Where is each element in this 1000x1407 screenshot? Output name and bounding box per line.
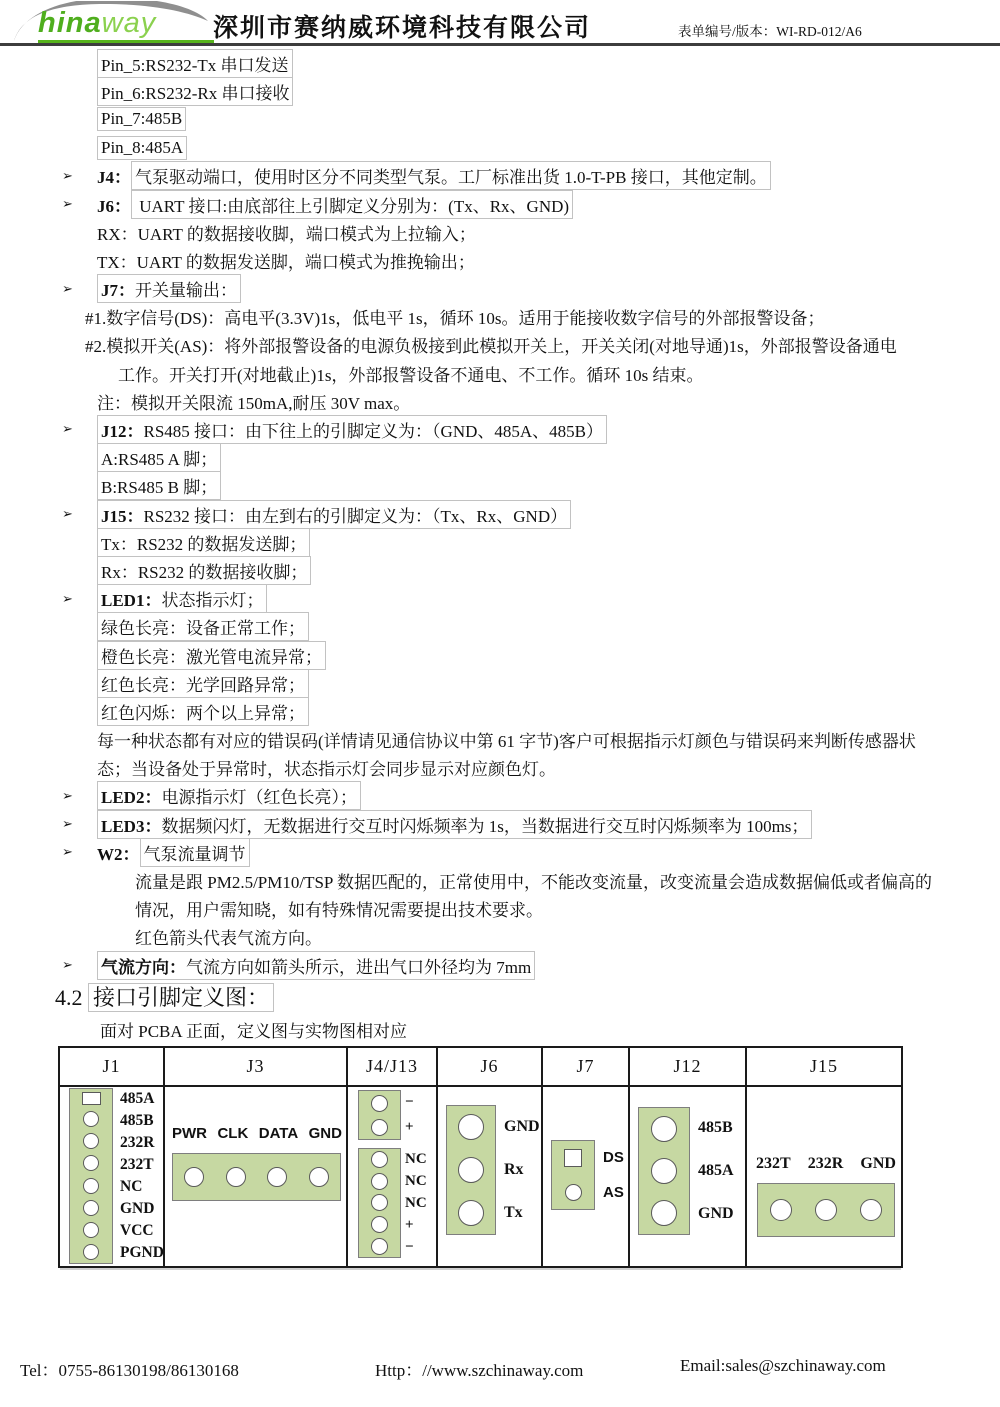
- line-text: 橙色长亮：激光管电流异常；: [97, 641, 326, 670]
- field-box: [131, 161, 771, 190]
- bullet-arrow-icon: ➢: [62, 816, 73, 832]
- line-text: RS485 接口：由下往上的引脚定义为：（GND、485A、485B）: [143, 422, 603, 442]
- doc-text-line: [0, 726, 1000, 754]
- pin-circle: [651, 1116, 677, 1142]
- j1-connector-block: [69, 1088, 113, 1264]
- field-box: [97, 781, 361, 810]
- doc-text-line: [0, 331, 1000, 359]
- chinaway-logo: [8, 1, 218, 43]
- pin-square: [82, 1092, 101, 1105]
- pin-label: VCC: [120, 1222, 154, 1239]
- line-text: 开关量输出：: [135, 281, 237, 301]
- pin-label: 232R: [120, 1134, 155, 1151]
- pin-circle: [565, 1184, 582, 1201]
- diagram-column-j7: [543, 1048, 630, 1266]
- pin-circle: [860, 1199, 882, 1221]
- pin-label: 485A: [698, 1161, 734, 1179]
- j4-block2-labels: [405, 1148, 427, 1258]
- bullet-arrow-icon: ➢: [62, 787, 73, 803]
- line-text: TX：UART 的数据发送脚，端口模式为推挽输出；: [97, 252, 475, 272]
- logo-underline: [38, 40, 214, 43]
- term-label: J6：: [97, 196, 131, 216]
- bullet-arrow-icon: ➢: [62, 421, 73, 437]
- bullet-arrow-icon: ➢: [62, 844, 73, 860]
- pin-circle: [371, 1238, 388, 1255]
- doc-text-line: [0, 134, 1000, 162]
- doc-text-line: [0, 218, 1000, 246]
- pin-circle: [651, 1200, 677, 1226]
- pin-label: GND: [504, 1117, 540, 1135]
- field-box: [131, 190, 573, 219]
- pin-label: AS: [603, 1184, 624, 1201]
- column-header-j12: J12: [630, 1048, 745, 1087]
- pin-circle: [458, 1200, 484, 1226]
- pin-circle: [815, 1199, 837, 1221]
- doc-bullet-line: [0, 782, 1000, 810]
- doc-bullet-line: [0, 162, 1000, 190]
- pinout-diagram-table: [58, 1046, 903, 1268]
- column-header-j15: J15: [747, 1048, 901, 1087]
- pin-label: 232T: [120, 1156, 154, 1173]
- term-label: J15：: [101, 506, 144, 526]
- term-label: 气流方向：: [101, 957, 186, 977]
- j4-block1-labels: [405, 1090, 414, 1140]
- doc-text-line: [0, 246, 1000, 274]
- pin-circle: [371, 1194, 388, 1211]
- doc-text-line: [0, 556, 1000, 584]
- pin-label: +: [405, 1216, 414, 1233]
- term-label: LED2：: [101, 788, 162, 808]
- line-text: Pin_5:RS232-Tx 串口发送: [97, 49, 293, 78]
- section-heading: [55, 981, 274, 1012]
- line-text: #2.模拟开关(AS)：将外部报警设备的电源负极接到此模拟开关上，开关关闭(对地导通)1s，外部报警设备通电: [85, 337, 897, 357]
- j12-connector-block: [638, 1107, 690, 1235]
- pin-circle: [770, 1199, 792, 1221]
- line-text: 气流方向如箭头所示，进出气口外径均为 7mm: [186, 957, 532, 977]
- field-box: [97, 951, 535, 980]
- doc-text-line: [0, 866, 1000, 894]
- pin-circle: [371, 1151, 388, 1168]
- j15-pin-labels: [756, 1155, 896, 1173]
- line-text: RS232 接口：由左到右的引脚定义为：（Tx、Rx、GND）: [143, 506, 568, 526]
- doc-bullet-line: [0, 275, 1000, 303]
- j7-pin-labels: [603, 1140, 624, 1210]
- line-text: 绿色长亮：设备正常工作；: [97, 612, 309, 641]
- column-header-j3: J3: [165, 1048, 346, 1087]
- j15-connector-block: [757, 1183, 895, 1237]
- pin-circle: [83, 1200, 99, 1216]
- pin-label: GND: [860, 1155, 896, 1172]
- line-text: 状态指示灯；: [161, 591, 264, 611]
- doc-text-line: [0, 472, 1000, 500]
- logo-text-way: way: [101, 7, 157, 39]
- logo-wordmark: [38, 7, 156, 39]
- line-text: 每一种状态都有对应的错误码(详情请见通信协议中第 61 字节)客户可根据指示灯颜色与错误码来判断传感器状: [97, 732, 916, 752]
- doc-text-line: [0, 641, 1000, 669]
- pin-label: GND: [698, 1204, 734, 1222]
- doc-bullet-line: [0, 190, 1000, 218]
- pin-circle: [226, 1167, 246, 1187]
- pin-label: NC: [120, 1178, 143, 1195]
- j4-connector-block-1: [358, 1090, 401, 1140]
- form-number-label: 表单编号/版本：: [678, 24, 777, 39]
- line-text: Pin_8:485A: [97, 136, 187, 160]
- doc-bullet-line: [0, 415, 1000, 443]
- doc-text-line: [0, 303, 1000, 331]
- line-text: 情况，用户需知晓，如有特殊情况需要提出技术要求。: [135, 901, 543, 921]
- pin-circle: [267, 1167, 287, 1187]
- doc-bullet-line: [0, 500, 1000, 528]
- doc-text-line: [0, 895, 1000, 923]
- doc-bullet-line: [0, 585, 1000, 613]
- diagram-column-j4-j13: [348, 1048, 438, 1266]
- section-title: 接口引脚定义图：: [88, 983, 274, 1012]
- line-text: B:RS485 B 脚；: [97, 471, 221, 500]
- j3-pin-labels: [172, 1125, 342, 1142]
- doc-text-line: [0, 387, 1000, 415]
- pin-label: 232R: [807, 1155, 844, 1172]
- diagram-column-j6: [438, 1048, 543, 1266]
- pin-label: Rx: [504, 1160, 524, 1178]
- section-note: 面对 PCBA 正面，定义图与实物图相对应: [100, 1022, 407, 1041]
- line-text: Tx：RS232 的数据发送脚；: [97, 528, 310, 557]
- term-label: J4：: [97, 168, 131, 188]
- pin-label: +: [405, 1119, 414, 1135]
- term-label: J12：: [101, 422, 144, 442]
- pin-label: −: [405, 1238, 414, 1255]
- company-name: 深圳市赛纳威环境科技有限公司: [213, 14, 592, 42]
- line-text: Pin_7:485B: [97, 107, 186, 131]
- form-number-value: WI-RD-012/A6: [776, 24, 862, 39]
- pin-label: 232T: [756, 1155, 791, 1172]
- line-text: 红色长亮：光学回路异常；: [97, 669, 309, 698]
- logo-text-hina: hina: [38, 7, 102, 39]
- doc-text-line: [0, 49, 1000, 77]
- line-text: 注：模拟开关限流 150mA,耐压 30V max。: [97, 393, 411, 413]
- body-text: [0, 49, 1000, 979]
- doc-text-line: [0, 669, 1000, 697]
- doc-bullet-line: [0, 810, 1000, 838]
- pin-circle: [83, 1178, 99, 1194]
- column-header-j4-j13: J4/J13: [348, 1048, 436, 1087]
- pin-label: GND: [120, 1200, 155, 1217]
- bullet-arrow-icon: ➢: [62, 590, 73, 606]
- term-label: W2：: [97, 844, 140, 864]
- pin-label: NC: [405, 1194, 427, 1211]
- pin-circle: [458, 1114, 484, 1140]
- line-text: Pin_6:RS232-Rx 串口接收: [97, 77, 293, 106]
- line-text: 气泵驱动端口，使用时区分不同类型气泵。工厂标准出货 1.0-T-PB 接口，其他定制。: [135, 168, 767, 188]
- field-box: [97, 810, 812, 839]
- j7-connector-block: [551, 1140, 595, 1210]
- pin-label: NC: [405, 1150, 427, 1167]
- pin-square: [564, 1149, 582, 1167]
- bullet-arrow-icon: ➢: [62, 167, 73, 183]
- pin-circle: [371, 1095, 388, 1112]
- pin-circle: [371, 1173, 388, 1190]
- pin-label: DS: [603, 1149, 624, 1166]
- pin-circle: [83, 1244, 99, 1260]
- pin-circle: [83, 1222, 99, 1238]
- bullet-arrow-icon: ➢: [62, 280, 73, 296]
- doc-text-line: [0, 77, 1000, 105]
- pin-label: GND: [308, 1125, 342, 1142]
- field-box: [97, 415, 607, 444]
- doc-text-line: [0, 444, 1000, 472]
- pin-circle: [371, 1119, 388, 1136]
- pin-label: PWR: [172, 1125, 207, 1142]
- pin-label: 485B: [120, 1112, 154, 1129]
- j1-pin-labels: [120, 1088, 164, 1264]
- pin-circle: [458, 1157, 484, 1183]
- bullet-arrow-icon: ➢: [62, 957, 73, 972]
- pin-circle: [651, 1158, 677, 1184]
- doc-bullet-line: [0, 951, 1000, 979]
- pin-circle: [309, 1167, 329, 1187]
- doc-text-line: [0, 105, 1000, 133]
- pin-label: DATA: [258, 1125, 299, 1142]
- j4-connector-block-2: [358, 1148, 401, 1258]
- form-number: [678, 20, 862, 40]
- diagram-column-j15: [747, 1048, 901, 1266]
- pin-circle: [371, 1216, 388, 1233]
- line-text: 电源指示灯（红色长亮）；: [161, 788, 357, 808]
- line-text: 流量是跟 PM2.5/PM10/TSP 数据匹配的，正常使用中，不能改变流量，改变流量会造成数据偏低或者偏高的: [135, 873, 932, 893]
- footer-website: Http：//www.szchinaway.com: [375, 1361, 584, 1380]
- field-box: [97, 584, 267, 613]
- column-header-j7: J7: [543, 1048, 628, 1087]
- footer-telephone: Tel：0755-86130198/86130168: [20, 1361, 239, 1380]
- line-text: 红色箭头代表气流方向。: [135, 929, 322, 949]
- doc-text-line: [0, 528, 1000, 556]
- line-text: RX：UART 的数据接收脚，端口模式为上拉输入；: [97, 224, 476, 244]
- field-box: [97, 500, 571, 529]
- term-label: J7：: [101, 281, 135, 301]
- section-number: 4.2: [55, 985, 88, 1010]
- j12-pin-labels: [698, 1107, 734, 1235]
- pin-circle: [83, 1155, 99, 1171]
- bullet-arrow-icon: ➢: [62, 195, 73, 211]
- pin-label: CLK: [217, 1125, 249, 1142]
- bullet-arrow-icon: ➢: [62, 506, 73, 521]
- line-text: 红色闪烁：两个以上异常；: [97, 697, 309, 726]
- line-text: 态；当设备处于异常时，状态指示灯会同步显示对应颜色灯。: [97, 760, 556, 780]
- j6-pin-labels: [504, 1105, 540, 1235]
- diagram-column-j12: [630, 1048, 747, 1266]
- field-box: [140, 838, 250, 867]
- diagram-column-j3: [165, 1048, 348, 1266]
- diagram-column-j1: [60, 1048, 165, 1266]
- doc-bullet-line: [0, 838, 1000, 866]
- column-header-j1: J1: [60, 1048, 163, 1087]
- pin-circle: [83, 1133, 99, 1149]
- line-text: 气泵流量调节: [143, 844, 246, 864]
- pin-label: NC: [405, 1172, 427, 1189]
- page-footer: [0, 1356, 1000, 1386]
- doc-text-line: [0, 923, 1000, 951]
- doc-text-line: [0, 613, 1000, 641]
- term-label: LED3：: [101, 816, 162, 836]
- footer-email: Email:sales@szchinaway.com: [680, 1356, 886, 1375]
- field-box: [97, 274, 241, 303]
- doc-text-line: [0, 697, 1000, 725]
- line-text: 数据频闪灯，无数据进行交互时闪烁频率为 1s，当数据进行交互时闪烁频率为 100ms；: [161, 816, 809, 836]
- j6-connector-block: [446, 1105, 496, 1235]
- term-label: LED1：: [101, 591, 162, 611]
- doc-text-line: [0, 359, 1000, 387]
- page-header: [0, 0, 1000, 46]
- pin-label: 485B: [698, 1119, 733, 1137]
- line-text: A:RS485 A 脚；: [97, 443, 221, 472]
- line-text: #1.数字信号(DS)：高电平(3.3V)1s，低电平 1s，循环 10s。适用于能接收数字信号的外部报警设备；: [85, 309, 825, 329]
- column-header-j6: J6: [438, 1048, 541, 1087]
- pin-label: 485A: [120, 1090, 155, 1107]
- line-text: UART 接口:由底部往上引脚定义分别为：(Tx、Rx、GND): [135, 196, 570, 216]
- line-text: 工作。开关打开(对地截止)1s，外部报警设备不通电、不工作。循环 10s 结束。: [118, 365, 704, 385]
- pin-label: PGND: [120, 1244, 164, 1261]
- line-text: Rx：RS232 的数据接收脚；: [97, 556, 311, 585]
- pin-circle: [83, 1111, 99, 1127]
- pin-label: −: [405, 1094, 414, 1110]
- pin-circle: [184, 1167, 204, 1187]
- doc-text-line: [0, 754, 1000, 782]
- pin-label: Tx: [504, 1204, 523, 1222]
- j3-connector-block: [172, 1153, 341, 1201]
